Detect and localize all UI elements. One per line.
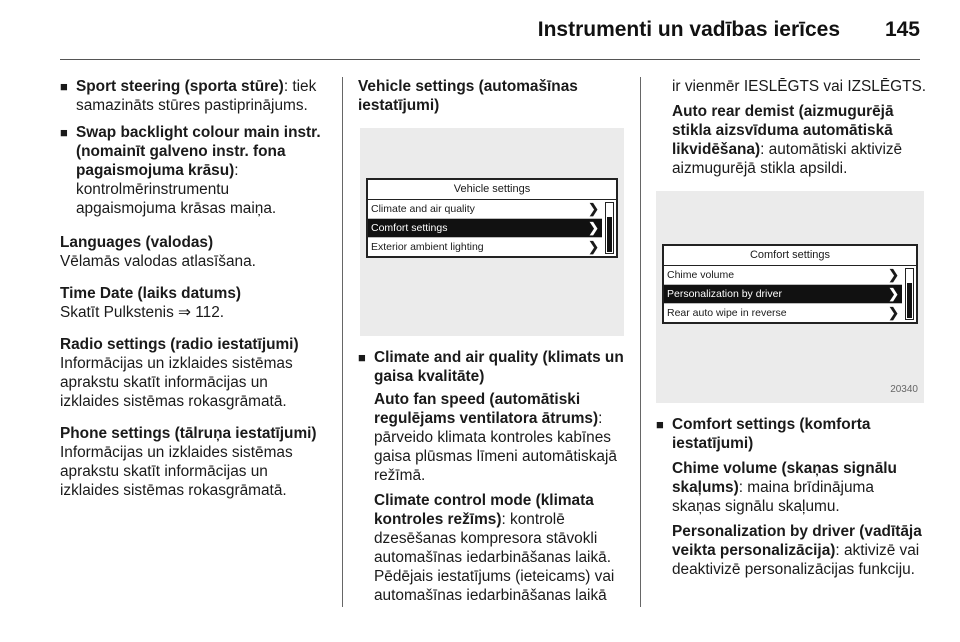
bullet-sport-steering xyxy=(60,77,330,115)
block-auto-fan xyxy=(358,390,628,485)
section-languages xyxy=(60,233,330,271)
menu-item-label: Personalization by driver xyxy=(667,288,782,300)
text-time-date: Skatīt Pulkstenis ⇒ 112. xyxy=(60,304,225,321)
vehicle-settings-screen xyxy=(360,128,624,336)
chevron-right-icon: ❯ xyxy=(588,239,599,254)
menu-title: Comfort settings xyxy=(664,246,916,266)
column-divider-2 xyxy=(640,77,641,607)
term-rear-demist: Auto rear demist (aizmugurējā stikla aizsvīduma automātiskā likvidēšana) xyxy=(672,103,894,158)
text-radio: Informācijas un izklaides sistēmas aprakstu skatīt informācijas un izklaides sistēmas rokasgrāmatā. xyxy=(60,355,293,410)
term-climate-mode: Climate control mode (klimata kontroles režīms) xyxy=(374,492,594,528)
heading-phone: Phone settings (tālruņa iestatījumi) xyxy=(60,425,317,442)
block-climate-mode xyxy=(358,491,628,605)
chevron-right-icon: ❯ xyxy=(888,286,899,301)
heading-languages: Languages (valodas) xyxy=(60,234,214,251)
chevron-right-icon: ❯ xyxy=(588,220,599,235)
section-radio xyxy=(60,335,330,411)
term-sport-steering: Sport steering (sporta stūre) xyxy=(76,78,284,95)
scrollbar xyxy=(905,268,914,320)
section-phone xyxy=(60,424,330,500)
term-climate-air: Climate and air quality (klimats un gaisa kvalitāte) xyxy=(374,349,624,385)
menu-item-label: Chime volume xyxy=(667,269,735,281)
term-auto-fan: Auto fan speed (automātiski regulējams ventilatora ātrums) xyxy=(374,391,599,427)
menu-item-label: Exterior ambient lighting xyxy=(371,241,484,253)
menu-title: Vehicle settings xyxy=(368,180,616,200)
menu-item-label: Rear auto wipe in reverse xyxy=(667,307,787,319)
scrollbar xyxy=(605,202,614,254)
term-chime-volume: Chime volume (skaņas signālu skaļums) xyxy=(672,460,897,496)
column-divider-1 xyxy=(342,77,343,607)
comfort-settings-menu xyxy=(662,244,918,324)
desc-auto-fan: : pārveido klimata kontroles kabīnes gaisa plūsmas līmeni automātiskajā režīmā. xyxy=(374,410,617,484)
desc-rear-demist: : automātiski aktivizē aizmugurējā stikla apsildi. xyxy=(672,141,903,177)
text-phone: Informācijas un izklaides sistēmas aprakstu skatīt informācijas un izklaides sistēmas rokasgrāmatā. xyxy=(60,444,293,499)
chevron-right-icon: ❯ xyxy=(588,201,599,216)
desc-personalization: : aktivizē vai deaktivizē personalizācijas funkciju. xyxy=(672,542,920,578)
bullet-climate-air xyxy=(358,348,628,386)
term-personalization: Personalization by driver (vadītāja veikta personalizācija) xyxy=(672,523,922,559)
header-divider xyxy=(60,59,920,60)
desc-swap-backlight: : kontrolmērinstrumentu apgaismojuma krāsas maiņa. xyxy=(76,162,277,217)
block-rear-demist xyxy=(656,102,926,178)
heading-radio: Radio settings (radio iestatījumi) xyxy=(60,336,299,353)
menu-item-comfort xyxy=(368,219,602,238)
column-1 xyxy=(60,77,330,513)
block-personalization xyxy=(656,522,926,579)
menu-item-label: Climate and air quality xyxy=(371,203,475,215)
column-2 xyxy=(358,77,628,605)
figure-number: 20340 xyxy=(890,384,918,395)
text-continuation: ir vienmēr IESLĒGTS vai IZSLĒGTS. xyxy=(672,78,927,95)
scrollbar-thumb xyxy=(907,283,912,318)
desc-sport-steering: : tiek samazināts stūres pastiprinājums. xyxy=(76,78,317,114)
heading-time-date: Time Date (laiks datums) xyxy=(60,285,242,302)
block-chime-volume xyxy=(656,459,926,516)
column-3 xyxy=(656,77,926,579)
bullet-comfort-settings xyxy=(656,415,926,453)
term-comfort-settings: Comfort settings (komforta iestatījumi) xyxy=(672,416,871,452)
chevron-right-icon: ❯ xyxy=(888,267,899,282)
menu-item-chime xyxy=(664,266,902,285)
desc-chime-volume: : maina brīdinājuma skaņas signālu skaļumu. xyxy=(672,479,874,515)
heading-vehicle-settings: Vehicle settings (automašīnas iestatījumi) xyxy=(358,78,578,114)
menu-item-exterior xyxy=(368,238,602,256)
menu-item-label: Comfort settings xyxy=(371,222,448,234)
section-time-date xyxy=(60,284,330,322)
term-swap-backlight: Swap backlight colour main instr. (nomainīt galveno instr. fona pagaismojuma krāsu) xyxy=(76,124,321,179)
bullet-swap-backlight xyxy=(60,123,330,218)
desc-climate-mode: : kontrolē dzesēšanas kompresora stāvokli automašīnas iedarbināšanas laikā. Pēdējais iestatījums (ieteicams) vai automašīnas iedarbināšanas laikā xyxy=(374,511,615,604)
vehicle-settings-menu xyxy=(366,178,618,258)
text-languages: Vēlamās valodas atlasīšana. xyxy=(60,253,256,270)
scrollbar-thumb xyxy=(607,217,612,252)
page-number: 145 xyxy=(884,18,920,41)
menu-item-personalization xyxy=(664,285,902,304)
page-header-title: Instrumenti un vadības ierīces xyxy=(537,18,840,41)
chevron-right-icon: ❯ xyxy=(888,305,899,320)
menu-item-climate xyxy=(368,200,602,219)
comfort-settings-screen xyxy=(656,191,924,403)
menu-item-rear-wipe xyxy=(664,304,902,322)
